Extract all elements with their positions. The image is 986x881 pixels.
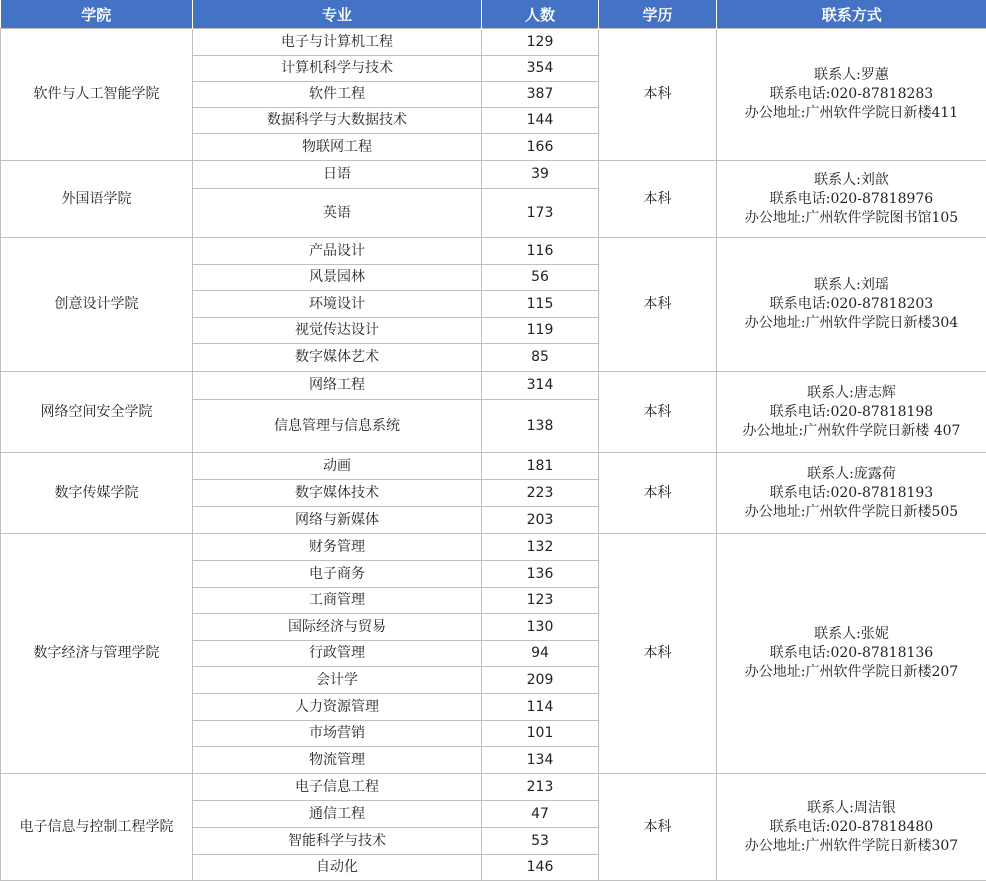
header-major: 专业 [193,0,482,29]
contact-address: 办公地址:广州软件学院日新楼304 [717,314,986,333]
major-cell: 通信工程 [193,801,482,828]
major-cell: 行政管理 [193,641,482,667]
count-cell: 129 [482,29,599,56]
contact-address: 办公地址:广州软件学院日新楼411 [717,104,986,123]
college-cell: 电子信息与控制工程学院 [1,774,193,881]
count-cell: 166 [482,134,599,161]
table-row [1,372,986,400]
major-cell: 数据科学与大数据技术 [193,108,482,134]
major-cell: 市场营销 [193,721,482,747]
count-cell: 136 [482,561,599,588]
major-cell: 物联网工程 [193,134,482,161]
contact-cell [717,372,986,453]
count-cell: 354 [482,56,599,82]
major-cell: 软件工程 [193,82,482,108]
major-cell: 电子商务 [193,561,482,588]
degree-cell: 本科 [599,29,717,161]
count-cell: 213 [482,774,599,801]
degree-cell: 本科 [599,238,717,372]
contact-phone: 联系电话:020-87818198 [717,403,986,422]
major-cell: 视觉传达设计 [193,318,482,344]
contact-cell [717,774,986,881]
table-row [1,774,986,801]
table-row [1,29,986,56]
major-cell: 计算机科学与技术 [193,56,482,82]
count-cell: 115 [482,291,599,318]
count-cell: 47 [482,801,599,828]
table-row [1,161,986,189]
count-cell: 314 [482,372,599,400]
header-row [1,0,986,29]
degree-cell: 本科 [599,453,717,534]
header-count: 人数 [482,0,599,29]
contact-phone: 联系电话:020-87818976 [717,190,986,209]
count-cell: 387 [482,82,599,108]
contact-person: 联系人:庞露荷 [717,465,986,484]
contact-person: 联系人:刘瑶 [717,276,986,295]
count-cell: 209 [482,667,599,694]
contact-phone: 联系电话:020-87818203 [717,295,986,314]
major-cell: 物流管理 [193,747,482,774]
contact-cell [717,29,986,161]
contact-person: 联系人:周洁银 [717,799,986,818]
count-cell: 144 [482,108,599,134]
contact-address: 办公地址:广州软件学院日新楼505 [717,503,986,522]
major-cell: 人力资源管理 [193,694,482,721]
contact-address: 办公地址:广州软件学院日新楼307 [717,837,986,856]
major-cell: 电子与计算机工程 [193,29,482,56]
college-cell: 外国语学院 [1,161,193,238]
major-cell: 数字媒体技术 [193,480,482,507]
contact-phone: 联系电话:020-87818283 [717,85,986,104]
count-cell: 39 [482,161,599,189]
count-cell: 85 [482,344,599,372]
count-cell: 114 [482,694,599,721]
table-row [1,534,986,561]
contact-person: 联系人:张妮 [717,625,986,644]
major-cell: 智能科学与技术 [193,828,482,855]
major-cell: 工商管理 [193,588,482,614]
header-degree: 学历 [599,0,717,29]
contact-cell [717,453,986,534]
major-cell: 财务管理 [193,534,482,561]
major-cell: 会计学 [193,667,482,694]
contact-cell [717,534,986,774]
count-cell: 53 [482,828,599,855]
major-cell: 国际经济与贸易 [193,614,482,641]
count-cell: 223 [482,480,599,507]
count-cell: 134 [482,747,599,774]
contact-address: 办公地址:广州软件学院图书馆105 [717,209,986,228]
contact-person: 联系人:罗蕙 [717,66,986,85]
count-cell: 56 [482,265,599,291]
table-body [1,29,986,881]
college-cell: 软件与人工智能学院 [1,29,193,161]
major-cell: 动画 [193,453,482,480]
degree-cell: 本科 [599,534,717,774]
contact-cell [717,238,986,372]
count-cell: 130 [482,614,599,641]
header-college: 学院 [1,0,193,29]
major-cell: 自动化 [193,855,482,881]
major-cell: 电子信息工程 [193,774,482,801]
count-cell: 203 [482,507,599,534]
major-cell: 英语 [193,189,482,238]
major-cell: 产品设计 [193,238,482,265]
count-cell: 94 [482,641,599,667]
count-cell: 146 [482,855,599,881]
count-cell: 123 [482,588,599,614]
count-cell: 132 [482,534,599,561]
table-row [1,453,986,480]
count-cell: 138 [482,400,599,453]
college-cell: 创意设计学院 [1,238,193,372]
count-cell: 173 [482,189,599,238]
major-cell: 信息管理与信息系统 [193,400,482,453]
contact-phone: 联系电话:020-87818136 [717,644,986,663]
table-row [1,238,986,265]
degree-cell: 本科 [599,161,717,238]
count-cell: 116 [482,238,599,265]
contact-person: 联系人:唐志辉 [717,384,986,403]
contact-address: 办公地址:广州软件学院日新楼 407 [717,422,986,441]
contact-cell [717,161,986,238]
count-cell: 119 [482,318,599,344]
major-cell: 网络工程 [193,372,482,400]
major-cell: 数字媒体艺术 [193,344,482,372]
header-contact: 联系方式 [717,0,986,29]
contact-phone: 联系电话:020-87818193 [717,484,986,503]
contact-person: 联系人:刘歆 [717,171,986,190]
major-cell: 环境设计 [193,291,482,318]
major-cell: 风景园林 [193,265,482,291]
degree-cell: 本科 [599,372,717,453]
major-cell: 日语 [193,161,482,189]
college-cell: 数字传媒学院 [1,453,193,534]
contact-address: 办公地址:广州软件学院日新楼207 [717,663,986,682]
college-cell: 数字经济与管理学院 [1,534,193,774]
college-cell: 网络空间安全学院 [1,372,193,453]
contact-phone: 联系电话:020-87818480 [717,818,986,837]
count-cell: 181 [482,453,599,480]
major-cell: 网络与新媒体 [193,507,482,534]
degree-cell: 本科 [599,774,717,881]
count-cell: 101 [482,721,599,747]
